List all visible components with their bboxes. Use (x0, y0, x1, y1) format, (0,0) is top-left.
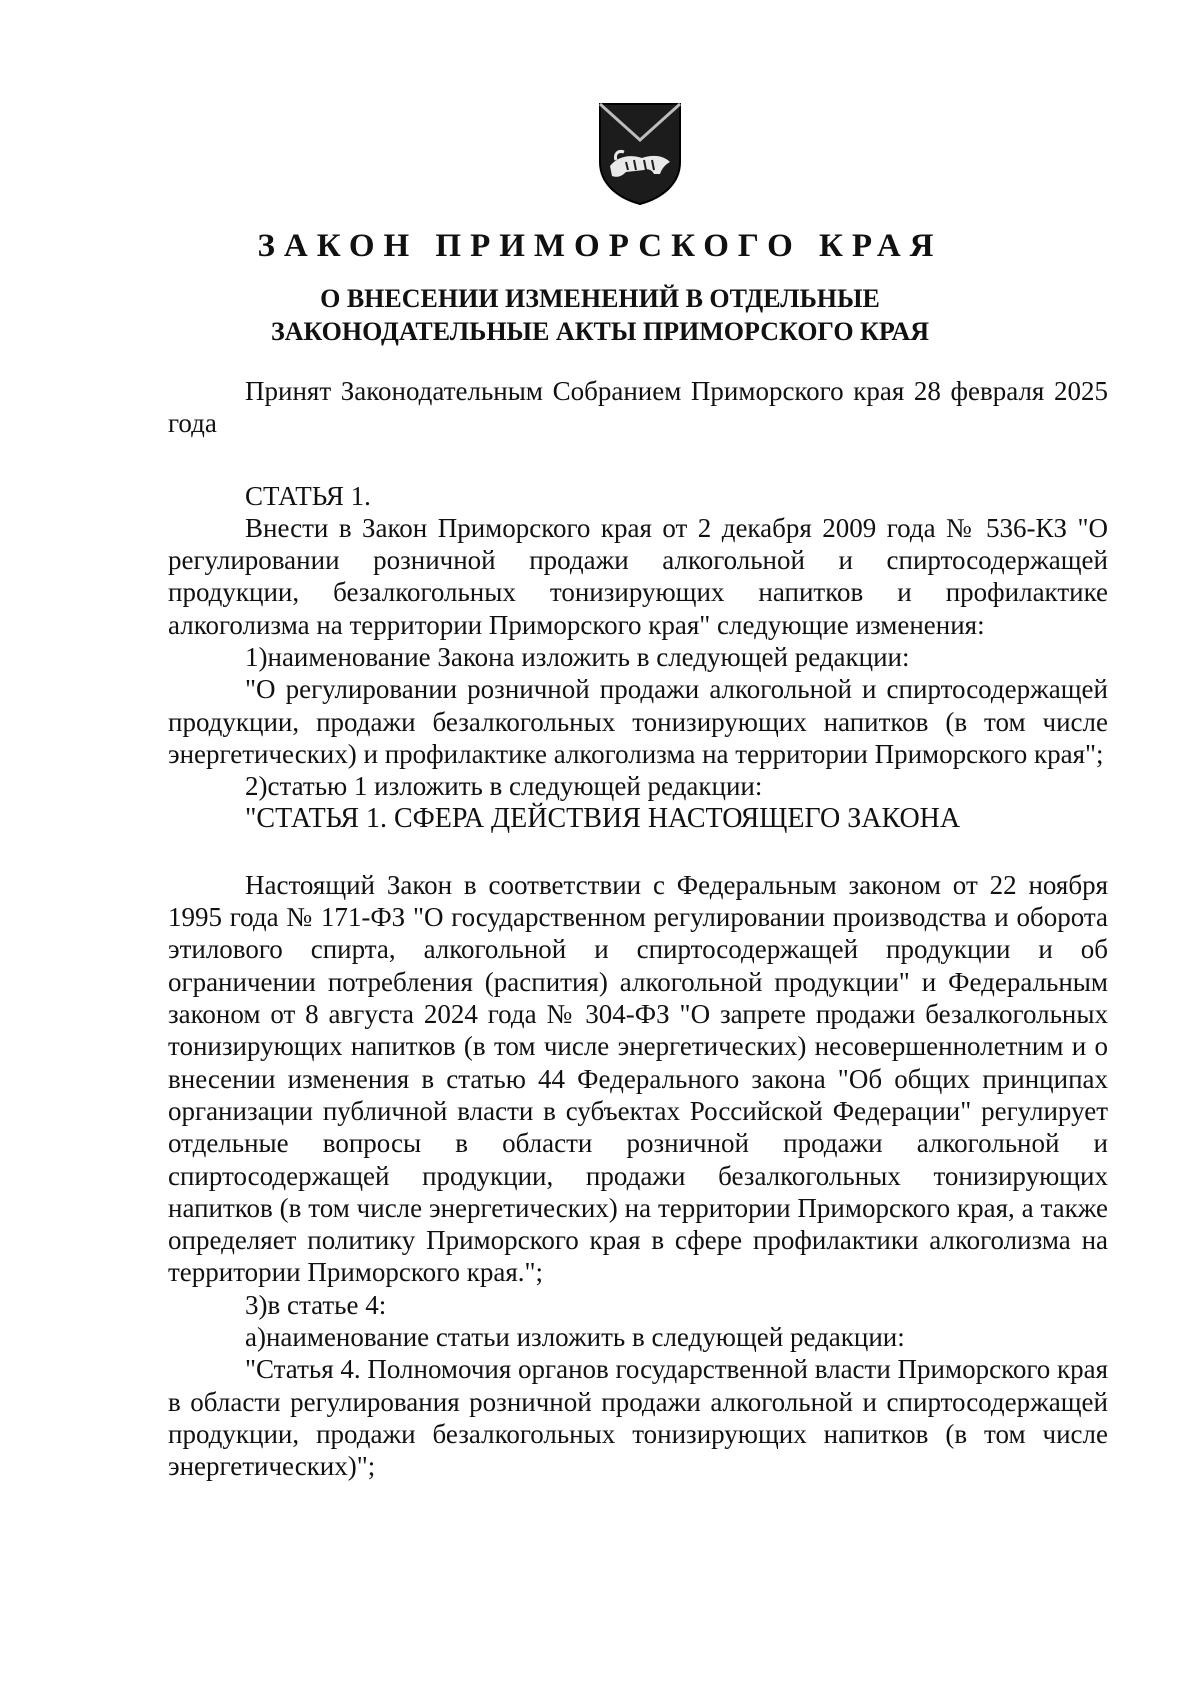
item-1-text: "О регулировании розничной продажи алкогольной и спиртосодержащей продукции, продажи безалкогольных тонизирующих напитков (в том числе энергетических) и профилактике алкоголизма на территории Приморского края"; (168, 674, 1108, 769)
subtitle-line-2: ЗАКОНОДАТЕЛЬНЫЕ АКТЫ ПРИМОРСКОГО КРАЯ (270, 317, 930, 346)
item-3a-text: "Статья 4. Полномочия органов государственной власти Приморского края в области регулирования розничной продажи алкогольной и спиртосодержащей продукции, продажи безалкогольных тонизирующих напитков (в том числе энергетических)"; (168, 1354, 1108, 1482)
subtitle-line-1: О ВНЕСЕНИИ ИЗМЕНЕНИЙ В ОТДЕЛЬНЫЕ (320, 284, 880, 313)
document-body (168, 375, 1108, 1483)
item-1: 1)наименование Закона изложить в следующей редакции: (245, 642, 910, 673)
item-2-text: Настоящий Закон в соответствии с Федеральным законом от 22 ноября 1995 года № 171-ФЗ "О государственном регулировании производства и оборота этилового спирта, алкогольной и спиртосодержащей продукции и об ограничении потребления (распития) алкогольной продукции" и Федеральным законом от 8 августа 2024 года № 304-ФЗ "О запрете продажи безалкогольных тонизирующих напитков (в том числе энергетических) несовершеннолетним и о внесении изменения в статью 44 Федерального закона "Об общих принципах организации публичной власти в субъектах Российской Федерации" регулирует отдельные вопросы в области розничной продажи алкогольной и спиртосодержащей продукции, продажи безалкогольных тонизирующих напитков (в том числе энергетических) на территории Приморского края, а также определяет политику Приморского края в сфере профилактики алкоголизма на территории Приморского края."; (168, 869, 1108, 1288)
article-1-intro: Внести в Закон Приморского края от 2 декабря 2009 года № 536-КЗ "О регулировании розничной продажи алкогольной и спиртосодержащей продукции, безалкогольных тонизирующих напитков и профилактике алкоголизма на территории Приморского края" следующие изменения: (168, 512, 1108, 640)
article-1-heading: СТАТЬЯ 1. (245, 480, 371, 511)
adoption-note: Принят Законодательным Собранием Приморского края 28 февраля 2025 года (168, 376, 1108, 439)
law-subtitle (0, 282, 1200, 348)
item-2-heading: "СТАТЬЯ 1. СФЕРА ДЕЙСТВИЯ НАСТОЯЩЕГО ЗАКОНА (245, 802, 961, 834)
item-2: 2)статью 1 изложить в следующей редакции: (245, 771, 763, 802)
item-3: 3)в статье 4: (245, 1289, 387, 1320)
emblem-icon (596, 100, 684, 208)
item-3a: а)наименование статьи изложить в следующей редакции: (245, 1322, 905, 1353)
law-title: ЗАКОН ПРИМОРСКОГО КРАЯ (257, 228, 943, 264)
